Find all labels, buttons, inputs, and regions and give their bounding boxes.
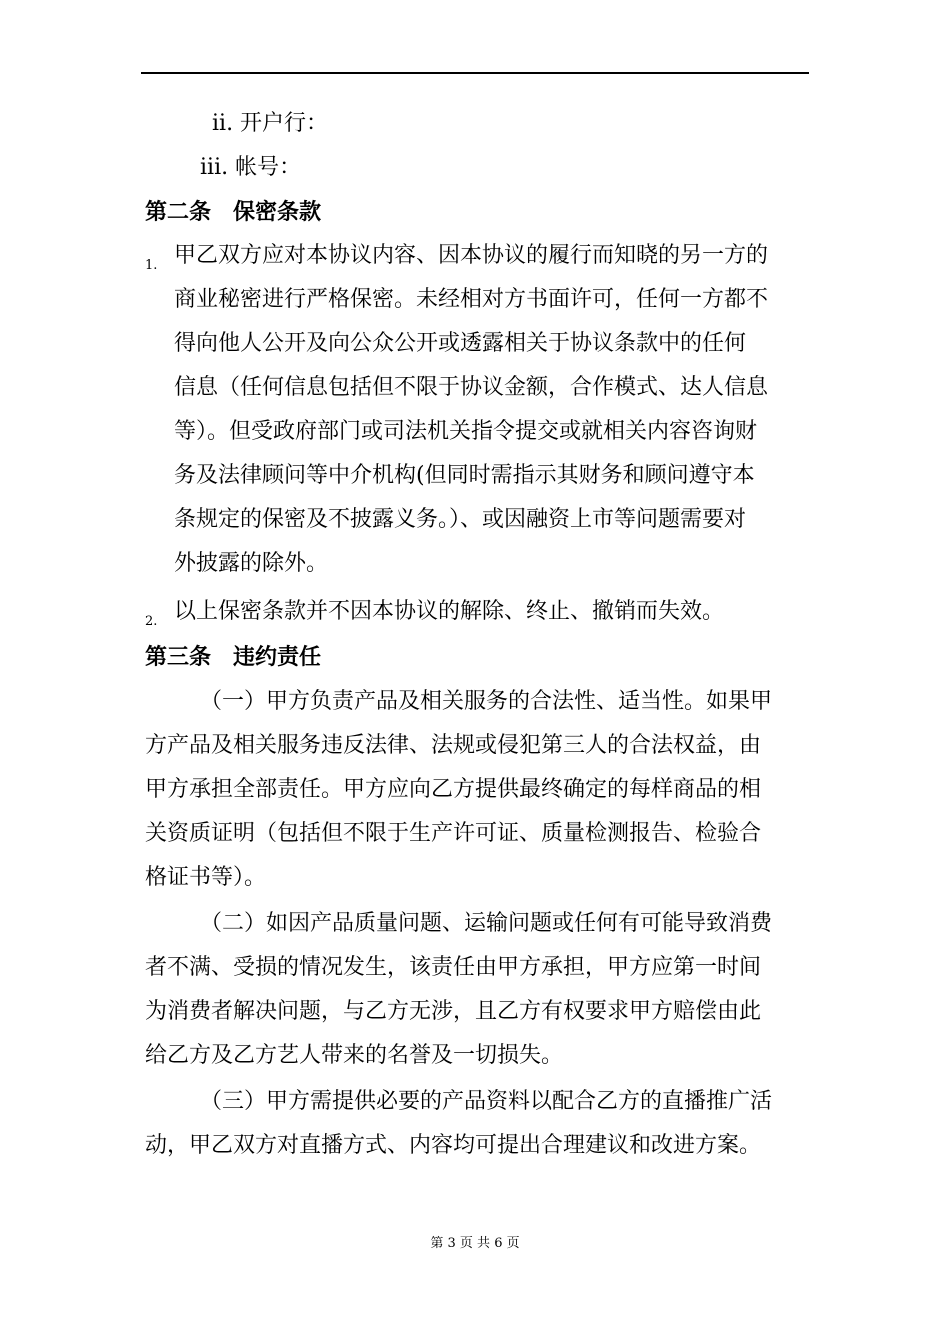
item-1-line: 得向他人公开及向公众公开或透露相关于协议条款中的任何 [174, 331, 747, 356]
para-3-line: 动，甲乙双方对直播方式、内容均可提出合理建议和改进方案。 [145, 1133, 762, 1158]
item-1-line: 外披露的除外。 [174, 551, 329, 576]
article-3-heading: 第三条 违约责任 [145, 644, 322, 670]
item-1-line: 信息（任何信息包括但不限于协议金额，合作模式、达人信息 [174, 375, 769, 400]
para-1-line: 甲方承担全部责任。甲方应向乙方提供最终确定的每样商品的相 [145, 777, 762, 802]
para-3-line: （三）甲方需提供必要的产品资料以配合乙方的直播推广活 [200, 1089, 773, 1114]
para-1-line: （一）甲方负责产品及相关服务的合法性、适当性。如果甲 [200, 689, 773, 714]
page-footer: 第 3 页 共 6 页 [430, 1236, 520, 1251]
item-1-number: 1. [145, 258, 158, 273]
account-number-label: iii. 帐号： [200, 155, 302, 180]
para-1-line: 关资质证明（包括但不限于生产许可证、质量检测报告、检验合 [145, 821, 762, 846]
item-1-line: 条规定的保密及不披露义务。）、或因融资上市等问题需要对 [174, 507, 747, 532]
para-2-line: 为消费者解决问题，与乙方无涉，且乙方有权要求甲方赔偿由此 [145, 999, 762, 1024]
article-2-heading: 第二条 保密条款 [145, 199, 322, 225]
para-2-line: （二）如因产品质量问题、运输问题或任何有可能导致消费 [200, 911, 773, 936]
para-1-line: 格证书等）。 [145, 865, 267, 890]
header-rule [141, 72, 809, 74]
para-2-line: 者不满、受损的情况发生，该责任由甲方承担，甲方应第一时间 [145, 955, 762, 980]
para-2-line: 给乙方及乙方艺人带来的名誉及一切损失。 [145, 1043, 564, 1068]
item-2-text: 以上保密条款并不因本协议的解除、终止、撤销而失效。 [174, 599, 725, 624]
item-1-line: 甲乙双方应对本协议内容、因本协议的履行而知晓的另一方的 [174, 243, 769, 268]
bank-label: ii. 开户行： [212, 111, 329, 136]
item-1-line: 商业秘密进行严格保密。未经相对方书面许可，任何一方都不 [174, 287, 769, 312]
para-1-line: 方产品及相关服务违反法律、法规或侵犯第三人的合法权益，由 [145, 733, 762, 758]
item-1-line: 务及法律顾问等中介机构(但同时需指示其财务和顾问遵守本 [174, 463, 755, 488]
item-1-line: 等）。但受政府部门或司法机关指令提交或就相关内容咨询财 [174, 419, 758, 444]
item-2-number: 2. [145, 614, 158, 629]
